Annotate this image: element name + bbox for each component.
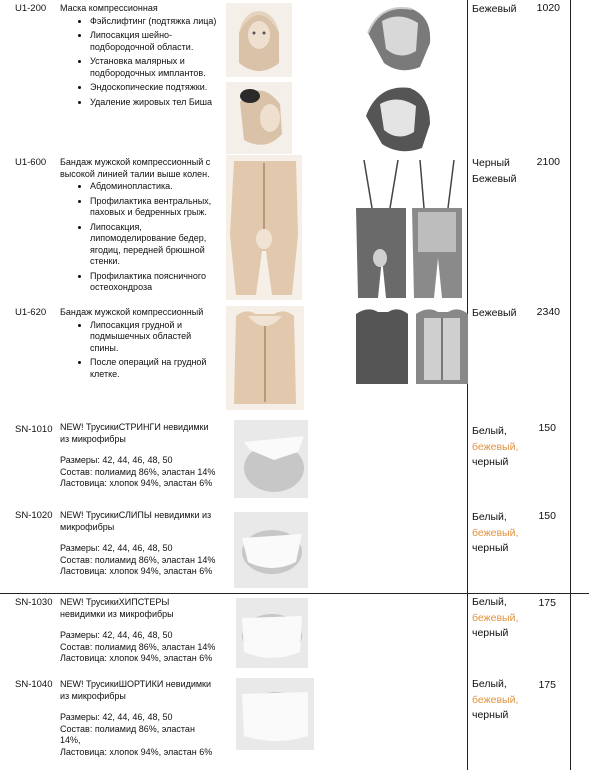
color-option: черный xyxy=(472,627,509,639)
product-photo-shorts-briefs xyxy=(236,678,314,750)
product-photo-string-briefs xyxy=(234,420,308,498)
color-list xyxy=(472,156,516,187)
product-drawing-face-mask xyxy=(360,3,436,73)
product-description xyxy=(60,3,217,111)
product-price: 2340 xyxy=(536,306,560,318)
product-photo-hipster-briefs xyxy=(236,598,308,668)
product-specs xyxy=(60,543,217,578)
spec-line: Состав: полиамид 86%, эластан 14% xyxy=(60,466,216,477)
spec-line: Состав: полиамид 86%, эластан 14%, xyxy=(60,723,195,745)
color-option: Черный xyxy=(472,157,510,169)
color-option: бежевый, xyxy=(472,611,519,624)
color-option: черный xyxy=(472,709,509,721)
indication: • Установка малярных и подбородочных имплантов. xyxy=(90,56,217,79)
product-photo-face-mask-front xyxy=(226,3,292,77)
indication: • Абдоминопластика. xyxy=(90,181,218,193)
spec-line: Ластовица: хлопок 94%, эластан 6% xyxy=(60,566,213,576)
spec-line: Размеры: 42, 44, 46, 48, 50 xyxy=(60,630,173,640)
spec-line: Размеры: 42, 44, 46, 48, 50 xyxy=(60,543,173,553)
color-option: Бежевый xyxy=(472,3,517,15)
product-description xyxy=(60,597,217,665)
color-option: черный xyxy=(472,456,509,468)
product-price: 175 xyxy=(538,679,556,691)
indication: • Липосакция шейно-подбородочной области. xyxy=(90,30,217,53)
color-option: Белый, xyxy=(472,425,507,437)
product-description xyxy=(60,679,217,758)
product-code: SN-1010 xyxy=(15,424,53,435)
product-drawing-face-mask-alt xyxy=(360,82,436,154)
product-drawing-chest-vest xyxy=(354,306,470,386)
color-list xyxy=(472,595,518,642)
product-code: SN-1030 xyxy=(15,597,53,608)
indication: • Липосакция грудной и подмышечных областей спины. xyxy=(90,320,217,355)
spec-line: Ластовица: хлопок 94%, эластан 6% xyxy=(60,746,213,757)
product-code: SN-1020 xyxy=(15,510,53,521)
product-price: 175 xyxy=(538,597,556,609)
product-photo-slip-briefs xyxy=(234,512,308,588)
color-option: Белый, xyxy=(472,511,507,523)
product-title: Маска компрессионная xyxy=(60,3,158,13)
product-code: U1-200 xyxy=(15,3,47,14)
product-specs xyxy=(60,712,217,758)
row-divider xyxy=(0,593,589,594)
spec-line: Размеры: 42, 44, 46, 48, 50 xyxy=(60,712,173,722)
product-title: Бандаж мужской компрессионный xyxy=(60,307,204,317)
product-photo-face-mask-side xyxy=(226,82,292,154)
color-list xyxy=(472,424,518,471)
spec-line: Размеры: 42, 44, 46, 48, 50 xyxy=(60,455,173,465)
product-price: 150 xyxy=(538,422,556,434)
color-option: Белый, xyxy=(472,678,507,690)
product-price: 150 xyxy=(538,510,556,522)
indication: • Эндоскопические подтяжки. xyxy=(90,82,217,94)
indication: • Удаление жировых тел Биша xyxy=(90,97,217,109)
column-divider-right xyxy=(570,0,571,770)
product-drawing-high-waist-shorts xyxy=(354,158,464,298)
product-description xyxy=(60,157,218,297)
spec-line: Состав: полиамид 86%, эластан 14% xyxy=(60,641,216,652)
product-title: NEW! ТрусикиШОРТИКИ невидимки из микрофибры xyxy=(60,679,212,701)
indication: • Фэйслифтинг (подтяжка лица) xyxy=(90,16,217,28)
product-code: U1-620 xyxy=(15,307,47,318)
product-title: Бандаж мужской компрессионный с высокой линией талии выше колен. xyxy=(60,157,211,179)
product-title: NEW! ТрусикиСЛИПЫ невидимки из микрофибры xyxy=(60,510,212,532)
product-price: 1020 xyxy=(536,2,560,14)
product-code: U1-600 xyxy=(15,157,47,168)
product-specs xyxy=(60,630,217,665)
color-option: Бежевый xyxy=(472,307,517,319)
color-list xyxy=(472,2,516,18)
spec-line: Ластовица: хлопок 94%, эластан 6% xyxy=(60,478,213,488)
color-option: бежевый, xyxy=(472,693,519,706)
product-title: NEW! ТрусикиСТРИНГИ невидимки из микрофибры xyxy=(60,422,209,444)
product-code: SN-1040 xyxy=(15,679,53,690)
indication: • Липосакция, липомоделирование бедер, ягодиц, передней брюшной стенки. xyxy=(90,222,218,268)
product-title: NEW! ТрусикиХИПСТЕРЫ невидимки из микрофибры xyxy=(60,597,174,619)
color-option: черный xyxy=(472,542,509,554)
color-list xyxy=(472,306,516,322)
color-option: бежевый, xyxy=(472,440,519,453)
product-description xyxy=(60,510,217,578)
product-specs xyxy=(60,455,217,490)
product-photo-high-waist-shorts xyxy=(226,155,302,300)
product-description xyxy=(60,307,217,383)
color-option: Бежевый xyxy=(472,172,517,185)
color-list xyxy=(472,677,518,724)
color-option: Белый, xyxy=(472,596,507,608)
product-price: 2100 xyxy=(536,156,560,168)
product-description xyxy=(60,422,217,490)
spec-line: Ластовица: хлопок 94%, эластан 6% xyxy=(60,653,213,663)
indication: • Профилактика вентральных, паховых и бедренных грыж. xyxy=(90,196,218,219)
product-photo-chest-vest xyxy=(226,306,304,410)
color-list xyxy=(472,510,518,557)
indication: • После операций на грудной клетке. xyxy=(90,357,217,380)
color-option: бежевый, xyxy=(472,526,519,539)
indication: • Профилактика поясничного остеохондроза xyxy=(90,271,218,294)
spec-line: Состав: полиамид 86%, эластан 14% xyxy=(60,554,216,565)
